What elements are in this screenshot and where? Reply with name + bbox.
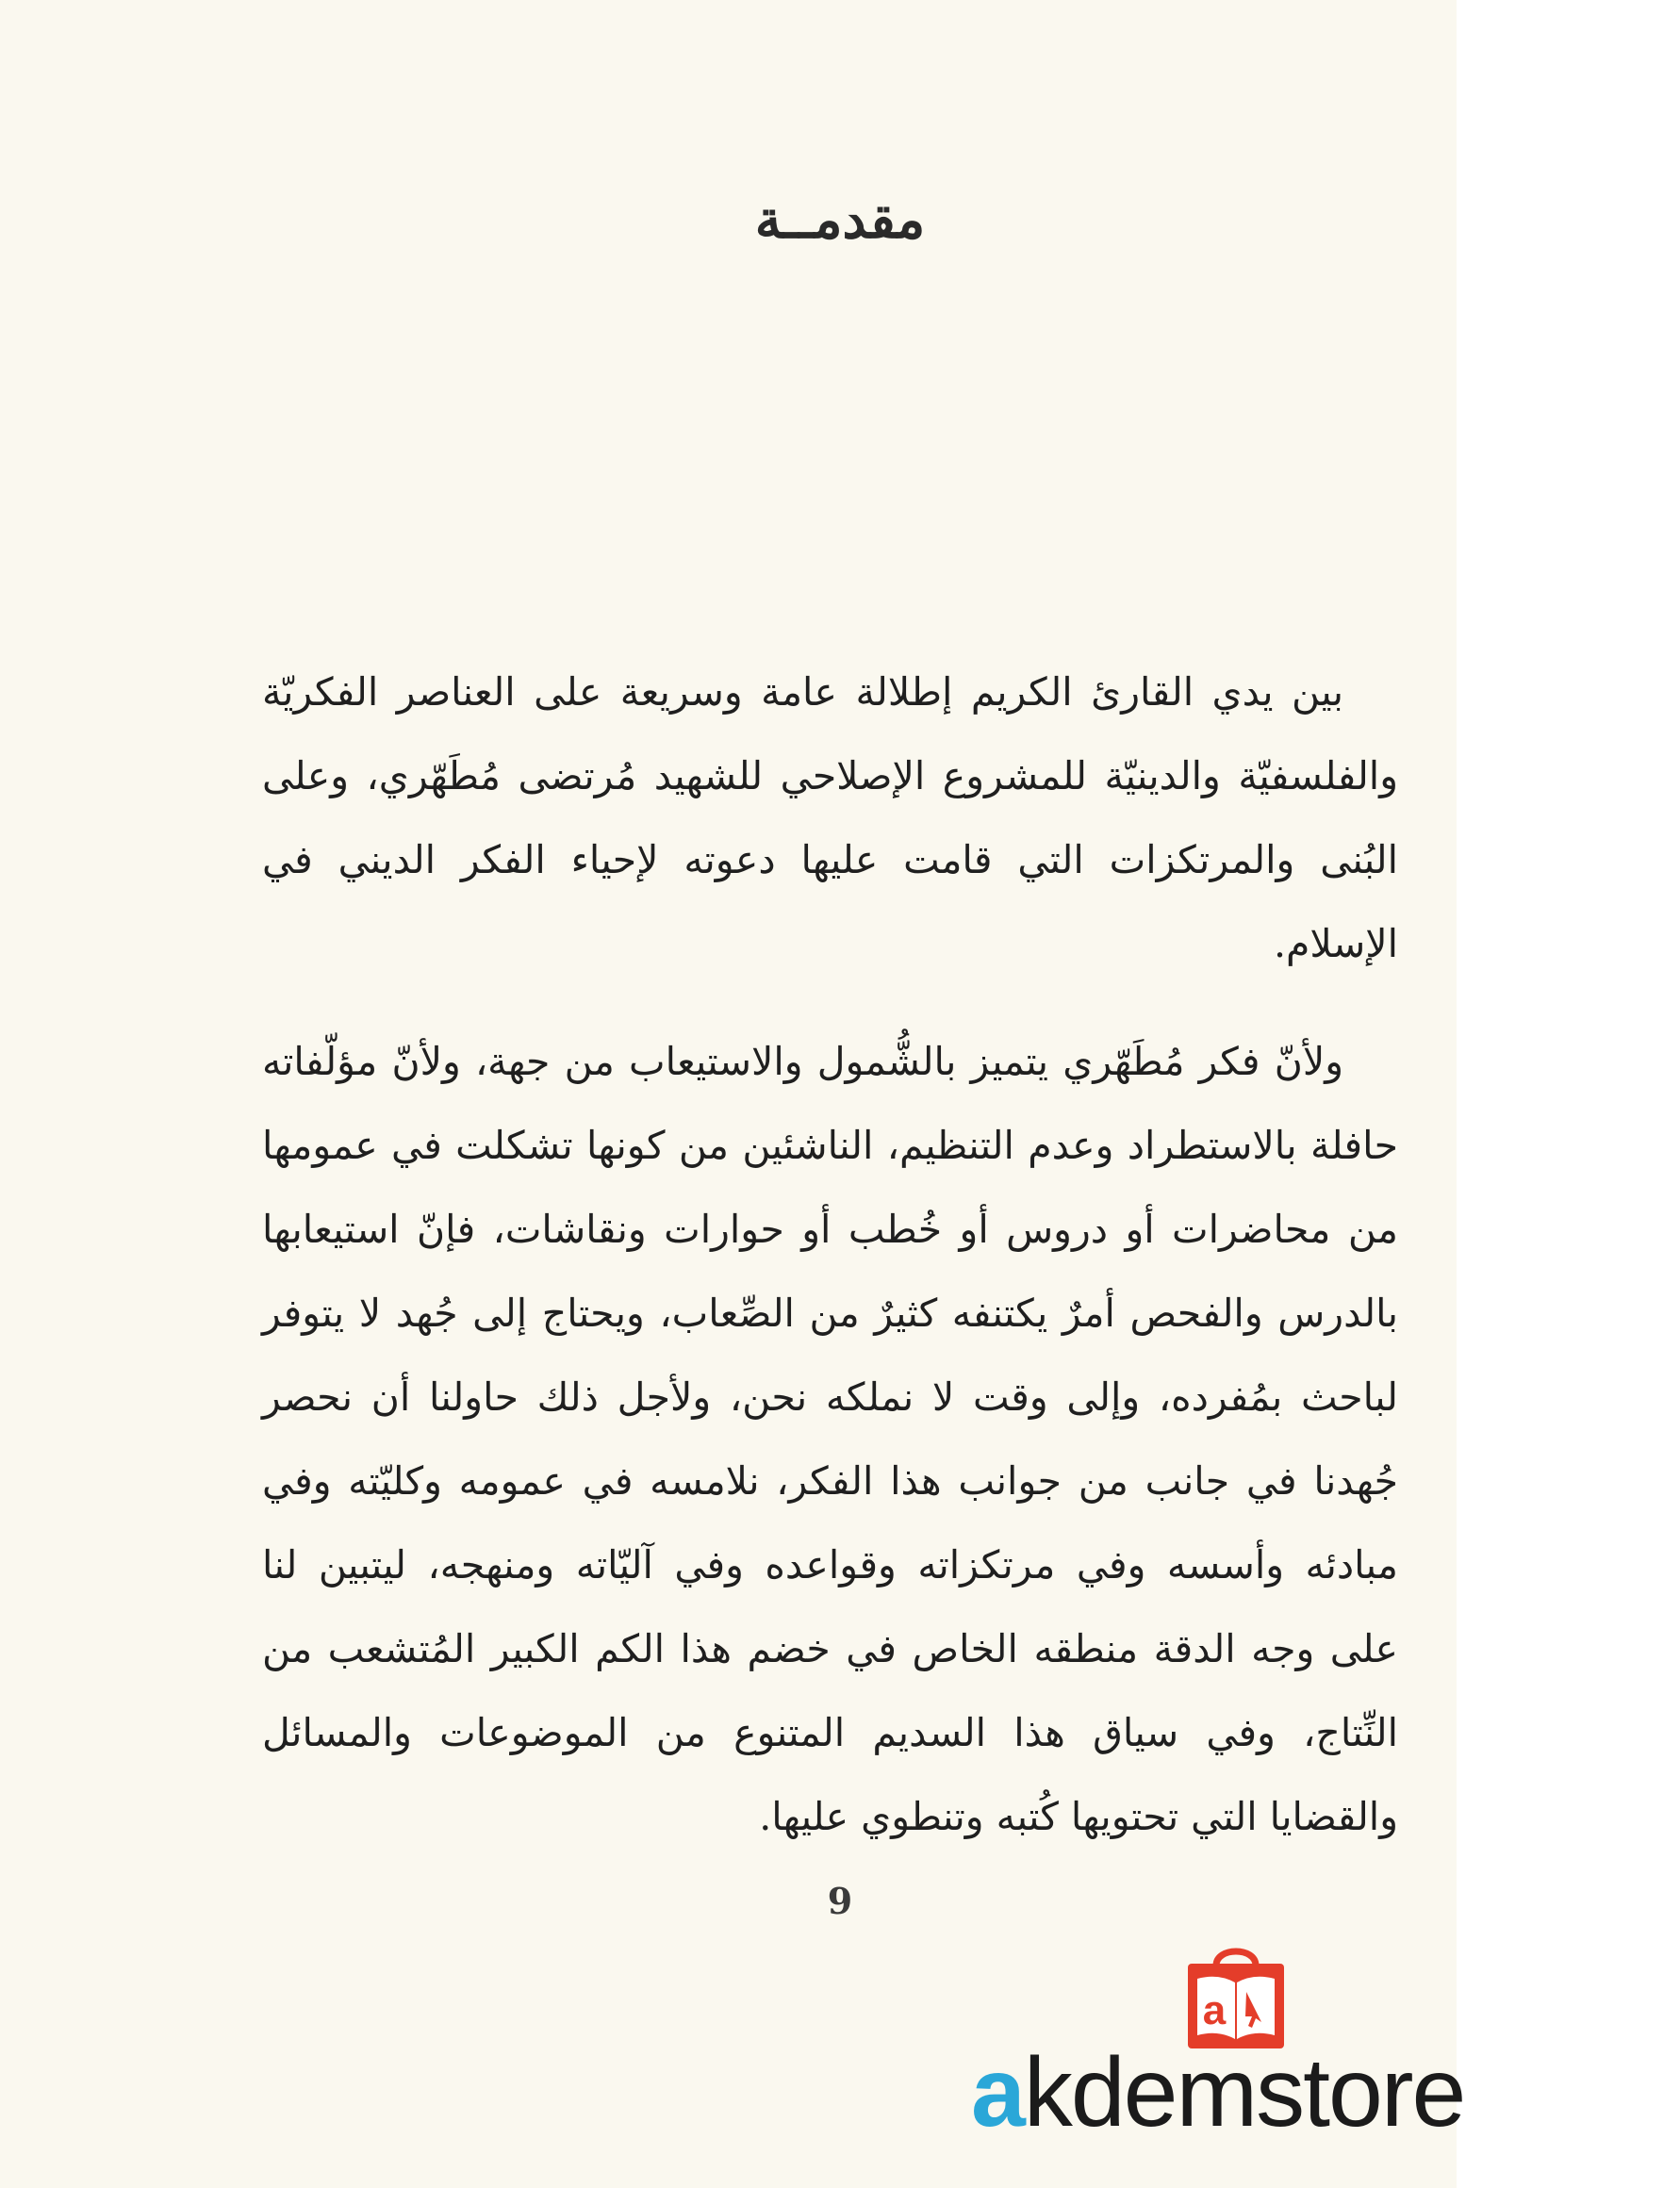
brand-name-accent: a	[971, 2038, 1024, 2147]
icon-letter: a	[1202, 1987, 1227, 2033]
paragraph-1-text: بين يدي القارئ الكريم إطلالة عامة وسريعة على العناصر الفكريّة والفلسفيّة والدينيّة للمشروع الإصلاحي للشهيد مُرتضى مُطَهّري، وعلى البُنى والمرتكزات التي قامت عليها دعوته لإحياء الفكر الديني في الإسلام.	[262, 669, 1398, 966]
paragraph-2	[262, 1020, 1398, 1859]
shopping-bag-book-icon	[1180, 1937, 1292, 2050]
paragraph-2-text: ولأنّ فكر مُطَهّري يتميز بالشُّمول والاستيعاب من جهة، ولأنّ مؤلّفاته حافلة بالاستطراد وعدم التنظيم، الناشئين من كونها تشكلت في عمومها من محاضرات أو دروس أو خُطب أو حوارات ونقاشات، فإنّ استيعابها بالدرس والفحص أمرٌ يكتنفه كثيرٌ من الصِّعاب، ويحتاج إلى جُهد لا يتوفر لباحث بمُفرده، وإلى وقت لا نملكه نحن، ولأجل ذلك حاولنا أن نحصر جُهدنا في جانب من جوانب هذا الفكر، نلامسه في عمومه وكليّته وفي مبادئه وأسسه وفي مرتكزاته وقواعده وفي آليّاته ومنهجه، ليتبين لنا على وجه الدقة منطقه الخاص في خضم هذا الكم الكبير المُتشعب من النِّتاج، وفي سياق هذا السديم المتنوع من الموضوعات والمسائل والقضايا التي تحتويها كُتبه وتنطوي عليها.	[262, 1039, 1398, 1839]
brand-name	[971, 2036, 1464, 2149]
paragraph-1	[262, 650, 1398, 986]
brand-name-rest: kdemstore	[1023, 2038, 1465, 2147]
page-title: مقدمــة	[754, 189, 926, 251]
akdemstore-watermark-logo	[971, 1937, 1556, 2163]
page-number: 9	[827, 1880, 853, 1922]
